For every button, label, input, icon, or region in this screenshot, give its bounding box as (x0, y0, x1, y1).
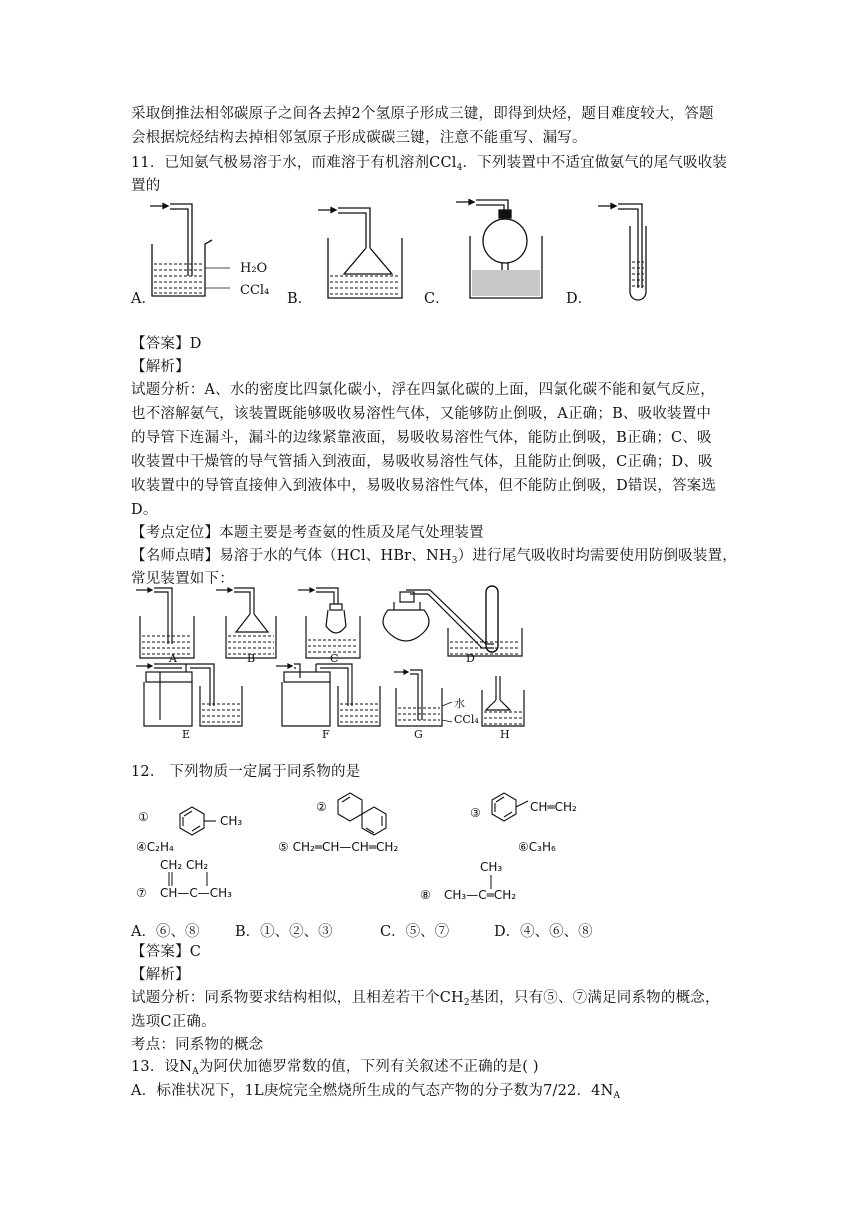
q11-analysis-line: 试题分析：A、水的密度比四氯化碳小，浮在四氯化碳的上面，四氯化碳不能和氨气反应， (131, 382, 715, 398)
q11-mingshi-line-1: 【名师点晴】易溶于水的气体（HCl、HBr、$NH_3$）进行尾气吸收时均需要使用防倒吸装置， (131, 548, 737, 566)
fig2-label-e: E (182, 728, 191, 741)
fig2-label-h: H (500, 728, 510, 741)
fig2-label-c: C (330, 652, 339, 665)
q12-choice-b: B．①、②、③ (235, 924, 333, 940)
q12-choice-d: D．④、⑥、⑧ (494, 924, 593, 940)
fig2-label-a: A (169, 652, 177, 665)
q12-stem: 12． 下列物质一定属于同系物的是 (131, 764, 361, 780)
q12-mol-1-label: ① (138, 810, 149, 824)
q11-option-c: C． (424, 291, 450, 307)
q13-option-a: A．标准状况下，1L庚烷完全燃烧所生成的气态产物的分子数为7/22．$4N_A$ (131, 1083, 621, 1101)
q11-analysis-line: 的导管下连漏斗，漏斗的边缘紧靠液面，易吸收易溶性气体，能防止倒吸，B正确；C、吸 (131, 430, 712, 446)
fig2-label-g: G (414, 728, 423, 741)
q12-mol-8-bottom: CH₃—C═CH₂ (444, 888, 517, 902)
q12-kaodian: 考点：同系物的概念 (131, 1037, 264, 1053)
q11-analysis-line: 收装置中干燥管的导气管插入到液面，易吸收易溶性气体，且能防止倒吸，C正确；D、吸 (131, 454, 713, 470)
q12-mol-7-top: CH₂ CH₂ (160, 858, 209, 872)
q11-fig-label-ccl4: CCl₄ (240, 283, 270, 298)
q12-choice-a: A．⑥、⑧ (131, 924, 200, 940)
q12-choice-c: C．⑤、⑦ (380, 924, 450, 940)
q11-fig-label-h2o: H₂O (240, 261, 268, 276)
q12-mol-7-bottom: CH—C—CH₃ (160, 886, 232, 900)
q12-analysis-line-1: 试题分析：同系物要求结构相似，且相差若干个$CH_2$基团，只有⑤、⑦满足同系物的概念， (131, 990, 720, 1008)
q12-mol-5: ⑤ CH₂═CH—CH═CH₂ (278, 840, 399, 854)
q11-kaodian: 【考点定位】本题主要是考查氨的性质及尾气处理装置 (131, 525, 484, 541)
q12-analysis-head: 【解析】 (131, 967, 190, 983)
q12-mol-2-label: ② (316, 800, 327, 814)
q12-mol-8-top: CH₃ (480, 860, 503, 874)
fig2-label-water: 水 (454, 697, 465, 710)
q11-stem-line-2: 置的 (131, 178, 161, 194)
q11-analysis-head: 【解析】 (131, 359, 190, 375)
q12-mol-8-label: ⑧ (420, 888, 431, 902)
fig2-label-ccl4: CCl₄ (454, 713, 479, 726)
q12-mol-1-methyl: CH₃ (220, 814, 243, 828)
q11-analysis-line: 收装置中的导管直接伸入到液体中，易吸收易溶性气体，但不能防止倒吸，D错误，答案选 (131, 478, 717, 494)
q12-answer: 【答案】C (131, 944, 202, 960)
q12-mol-4: ④C₂H₄ (136, 840, 174, 854)
q12-analysis-line-2: 选项C正确。 (131, 1014, 216, 1030)
q11-option-b: B． (287, 291, 313, 307)
q11-mingshi-line-2: 常见装置如下： (131, 571, 234, 587)
intro-line-2: 会根据烷烃结构去掉相邻氢原子形成碳碳三键，注意不能重写、漏写。 (131, 130, 587, 146)
q12-mol-7-label: ⑦ (136, 886, 147, 900)
fig2-label-d: D (466, 652, 475, 665)
q11-option-d: D． (566, 291, 593, 307)
q11-analysis-line: 也不溶解氨气，该装置既能够吸收易溶性气体，又能够防止倒吸，A正确；B、吸收装置中 (131, 406, 712, 422)
q11-analysis-line: D。 (131, 502, 158, 518)
q12-mol-6: ⑥C₃H₆ (518, 840, 556, 854)
q11-answer: 【答案】D (131, 336, 202, 352)
q12-mol-3-label: ③ (470, 806, 481, 820)
fig2-label-b: B (247, 652, 256, 665)
intro-line-1: 采取倒推法相邻碳原子之间各去掉2个氢原子形成三键，即得到炔烃，题目难度较大，答题 (131, 106, 714, 122)
q13-stem: 13．设$N_A$为阿伏加德罗常数的值，下列有关叙述不正确的是( ) (131, 1059, 539, 1077)
q11-stem-line-1: 11．已知氨气极易溶于水，而难溶于有机溶剂CCl$_4$．下列装置中不适宜做氨气的尾气吸收装 (131, 155, 728, 173)
q11-option-a: A． (131, 291, 156, 307)
fig2-label-f: F (322, 728, 330, 741)
q12-mol-3-vinyl: CH═CH₂ (530, 800, 577, 814)
